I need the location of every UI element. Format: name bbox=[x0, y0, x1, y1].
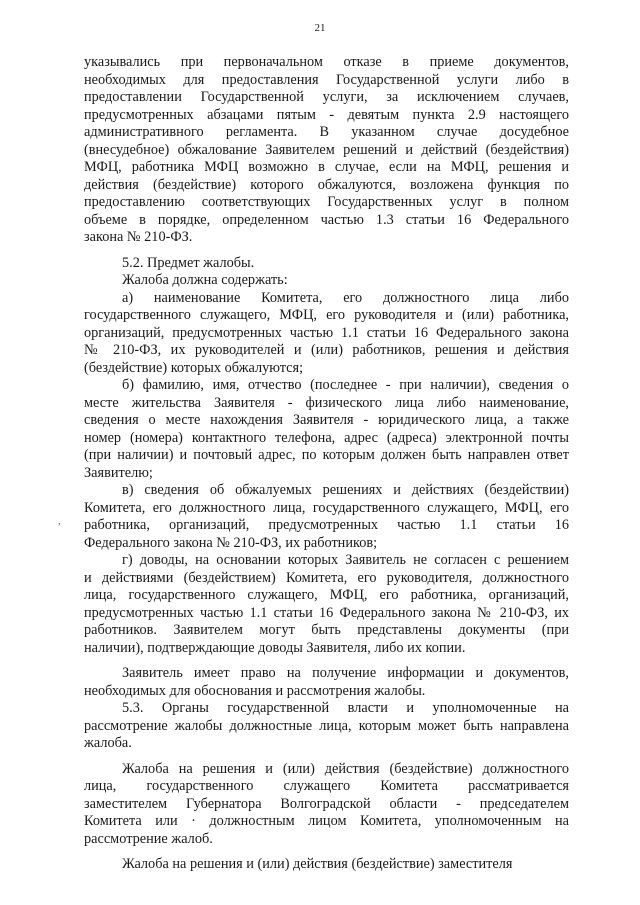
text-line: (внесудебное) обжалование Заявителем решений и действий (бездействия) bbox=[84, 141, 569, 158]
paragraph bbox=[84, 255, 569, 273]
paragraph bbox=[84, 761, 569, 849]
text-line: (при наличии) и почтовый адрес, по которым должен быть направлен ответ bbox=[84, 447, 569, 463]
text-line: г) доводы, на основании которых Заявитель не согласен с решением bbox=[122, 552, 569, 568]
text-line: лица, государственного служащего, МФЦ, его работника, организаций, bbox=[84, 587, 569, 603]
text-line: указывались при первоначальном отказе в приеме документов, bbox=[84, 54, 569, 70]
paragraph bbox=[84, 482, 569, 552]
text-line: 5.3. Органы государственной власти и уполномоченные на bbox=[122, 700, 569, 716]
paragraph bbox=[84, 272, 569, 290]
text-line: необходимых для предоставления Государственной услуги либо в bbox=[84, 71, 569, 88]
page-number: 21 bbox=[314, 22, 326, 34]
text-line: а) наименование Комитета, его должностного лица либо bbox=[122, 289, 569, 306]
margin-mark: , bbox=[58, 516, 61, 527]
paragraph bbox=[84, 54, 569, 247]
text-line: Заявитель имеет право на получение информации и документов, bbox=[122, 665, 569, 681]
text-line: в) сведения об обжалуемых решениях и действиях (бездействии) bbox=[122, 482, 569, 498]
text-line: наличии), подтверждающие доводы Заявителя, либо их копии. bbox=[84, 639, 466, 656]
text-line: сведения о месте нахождения Заявителя - юридического лица, а также bbox=[84, 412, 569, 428]
text-line: предоставлении Государственной услуги, за исключением случаев, bbox=[84, 89, 569, 105]
text-line: жалоба. bbox=[84, 735, 132, 751]
text-line: Жалоба должна содержать: bbox=[122, 272, 288, 288]
paragraph bbox=[84, 377, 569, 482]
text-line: административного регламента. В указанном случае досудебное bbox=[84, 124, 569, 140]
text-line: закона № 210-ФЗ. bbox=[84, 229, 193, 245]
text-line: номер (номера) контактного телефона, адрес (адреса) электронной почты bbox=[84, 429, 569, 446]
paragraph bbox=[84, 700, 569, 753]
document-body bbox=[84, 54, 569, 874]
text-line: заместителем Губернатора Волгоградской области - председателем bbox=[84, 795, 569, 812]
text-line: Заявителю; bbox=[84, 464, 153, 481]
text-line: и действиями (бездействием) Комитета, его руководителя, должностного bbox=[84, 569, 569, 586]
paragraph bbox=[84, 665, 569, 700]
text-line: № 210-ФЗ, их руководителей и (или) работников, решения и действия bbox=[84, 342, 569, 358]
text-line: рассмотрение жалобы должностные лица, которым может быть направлена bbox=[84, 717, 569, 734]
text-line: Жалоба на решения и (или) действия (бездействие) должностного bbox=[122, 760, 569, 777]
text-line: 5.2. Предмет жалобы. bbox=[122, 254, 255, 271]
text-line: объеме в порядке, определенном частью 1.3 статьи 16 Федерального bbox=[84, 211, 569, 228]
text-line: работников. Заявителем могут быть представлены документы (при bbox=[84, 622, 569, 638]
text-line: работника, организаций, предусмотренных частью 1.1 статьи 16 bbox=[84, 517, 569, 533]
text-line: (бездействие) которых обжалуются; bbox=[84, 359, 304, 376]
paragraph bbox=[84, 290, 569, 378]
text-line: Комитета или · должностным лицом Комитета, уполномоченным на bbox=[84, 813, 569, 829]
text-line: предусмотренных частью 1.1 статьи 16 Федерального закона № 210-ФЗ, их bbox=[84, 604, 569, 621]
text-line: б) фамилию, имя, отчество (последнее - при наличии), сведения о bbox=[122, 377, 569, 393]
text-line: государственного служащего, МФЦ, его руководителя и (или) работника, bbox=[84, 307, 569, 323]
text-line: Федерального закона № 210-ФЗ, их работников; bbox=[84, 534, 378, 551]
text-line: необходимых для обоснования и рассмотрения жалобы. bbox=[84, 682, 426, 699]
text-line: МФЦ, работника МФЦ возможно в случае, если на МФЦ, решения и bbox=[84, 159, 569, 175]
text-line: лица, государственного служащего Комитета рассматривается bbox=[84, 778, 569, 794]
text-line: организаций, предусмотренных частью 1.1 статьи 16 Федерального закона bbox=[84, 324, 569, 341]
paragraph bbox=[84, 552, 569, 657]
paragraph bbox=[84, 856, 569, 874]
text-line: действия (бездействие) которого обжалуются, возложена функция по bbox=[84, 176, 569, 193]
text-line: предоставлению соответствующих Государственных услуг в полном bbox=[84, 194, 569, 210]
text-line: Жалоба на решения и (или) действия (бездействие) заместителя bbox=[122, 856, 513, 872]
text-line: Комитета, его должностного лица, государственного служащего, МФЦ, его bbox=[84, 499, 569, 516]
text-line: предусмотренных абзацами пятым - девятым пункта 2.9 настоящего bbox=[84, 106, 569, 123]
text-line: рассмотрение жалоб. bbox=[84, 830, 213, 847]
text-line: месте жительства Заявителя - физического лица либо наименование, bbox=[84, 394, 569, 411]
